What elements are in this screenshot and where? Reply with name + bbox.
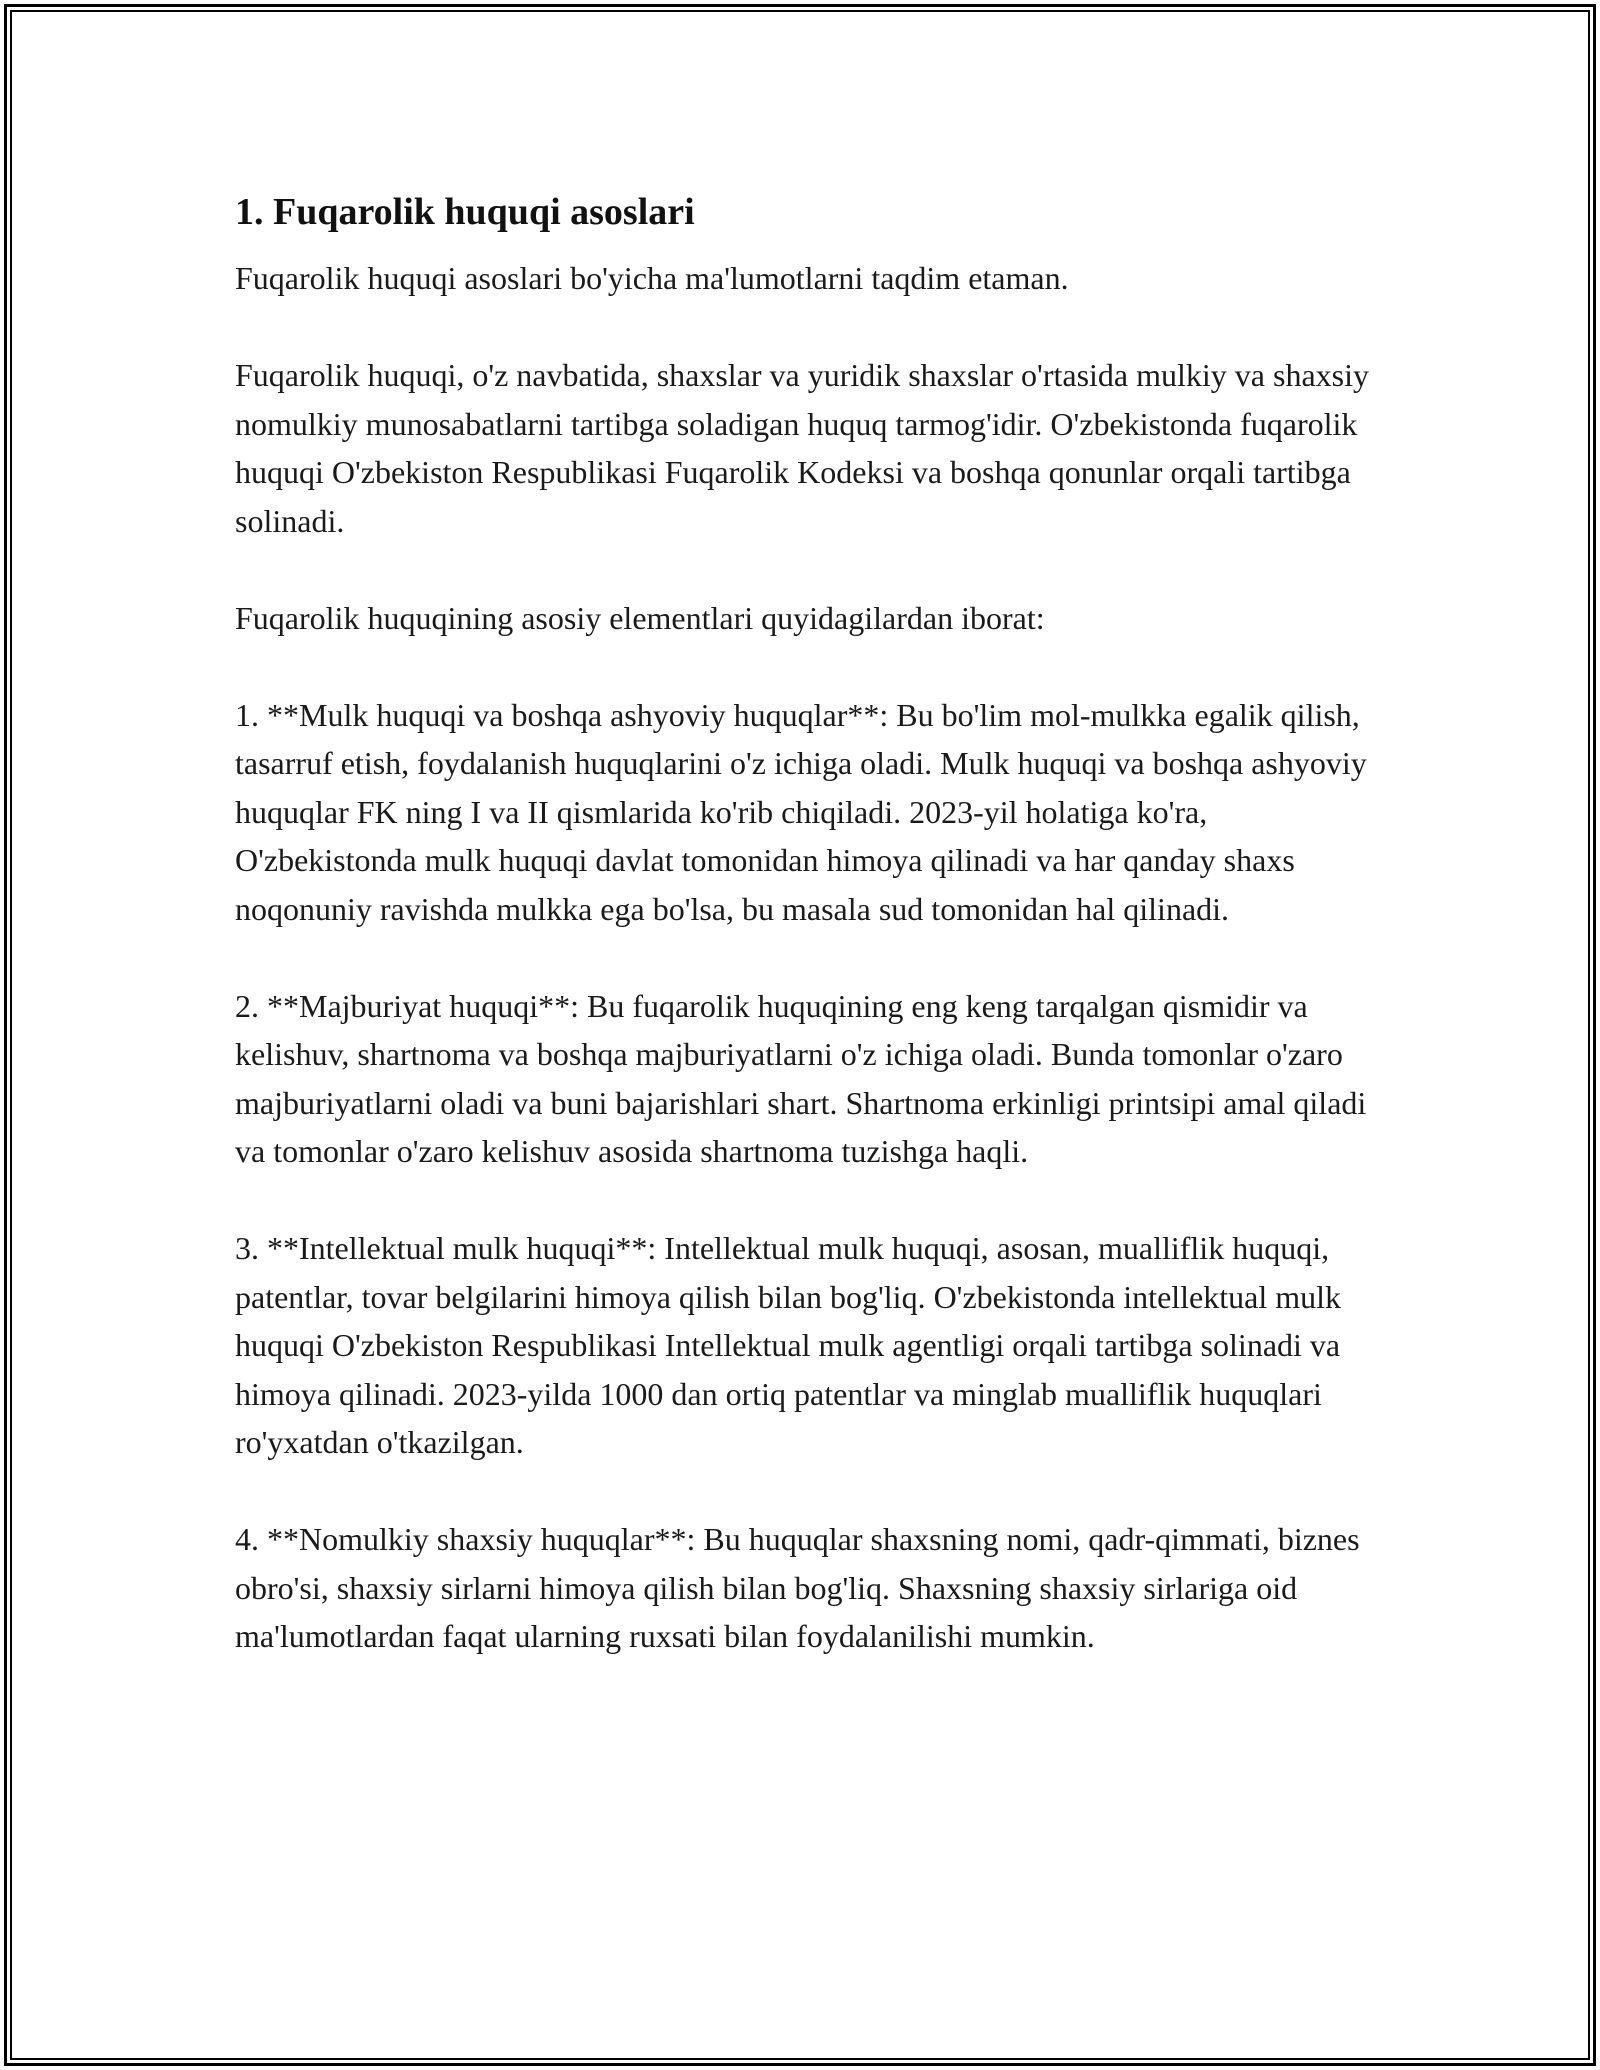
list-item-intellectual-property: 3. **Intellektual mulk huquqi**: Intellektual mulk huquqi, asosan, mualliflik huquqi, patentlar, tovar belgilarini himoya qilish bilan bog'liq. O'zbekistonda intellektual mulk huquqi O'zbekiston Respublikasi Intellektual mulk agentligi orqali tartibga solinadi va himoya qilinadi. 2023-yilda 1000 dan ortiq patentlar va minglab mualliflik huquqlari ro'yxatdan o'tkazilgan. (235, 1230, 1342, 1460)
paragraph-elements-heading: Fuqarolik huquqining asosiy elementlari quyidagilardan iborat: (235, 599, 1045, 636)
list-item-obligation-law: 2. **Majburiyat huquqi**: Bu fuqarolik huquqining eng keng tarqalgan qismidir va kelishuv, shartnoma va boshqa majburiyatlarni o'z ichiga oladi. Bunda tomonlar o'zaro majburiyatlarni oladi va buni bajarishlari shart. Shartnoma erkinligi printsipi amal qiladi va tomonlar o'zaro kelishuv asosida shartnoma tuzishga haqli. (235, 987, 1367, 1169)
list-item-property-rights: 1. **Mulk huquqi va boshqa ashyoviy huquqlar**: Bu bo'lim mol-mulkka egalik qilish, tasarruf etish, foydalanish huquqlarini o'z ichiga oladi. Mulk huquqi va boshqa ashyoviy huquqlar FK ning I va II qismlarida ko'rib chiqiladi. 2023-yil holatiga ko'ra, O'zbekistonda mulk huquqi davlat tomonidan himoya qilinadi va har qanday shaxs noqonuniy ravishda mulkka ega bo'lsa, bu masala sud tomonidan hal qilinadi. (235, 696, 1367, 927)
document-title: 1. Fuqarolik huquqi asoslari (235, 191, 695, 233)
document-content (235, 186, 1375, 1709)
list-item-personal-rights: 4. **Nomulkiy shaxsiy huquqlar**: Bu huquqlar shaxsning nomi, qadr-qimmati, biznes obro'si, shaxsiy sirlarni himoya qilish bilan bog'liq. Shaxsning shaxsiy sirlariga oid ma'lumotlardan faqat ularning ruxsati bilan foydalanilishi mumkin. (235, 1521, 1360, 1654)
paragraph-intro: Fuqarolik huquqi asoslari bo'yicha ma'lumotlarni taqdim etaman. (235, 260, 1069, 296)
paragraph-definition: Fuqarolik huquqi, o'z navbatida, shaxslar va yuridik shaxslar o'rtasida mulkiy va shaxsiy nomulkiy munosabatlarni tartibga soladigan huquq tarmog'idir. O'zbekistonda fuqarolik huquqi O'zbekiston Respublikasi Fuqarolik Kodeksi va boshqa qonunlar orqali tartibga solinadi. (235, 357, 1369, 539)
